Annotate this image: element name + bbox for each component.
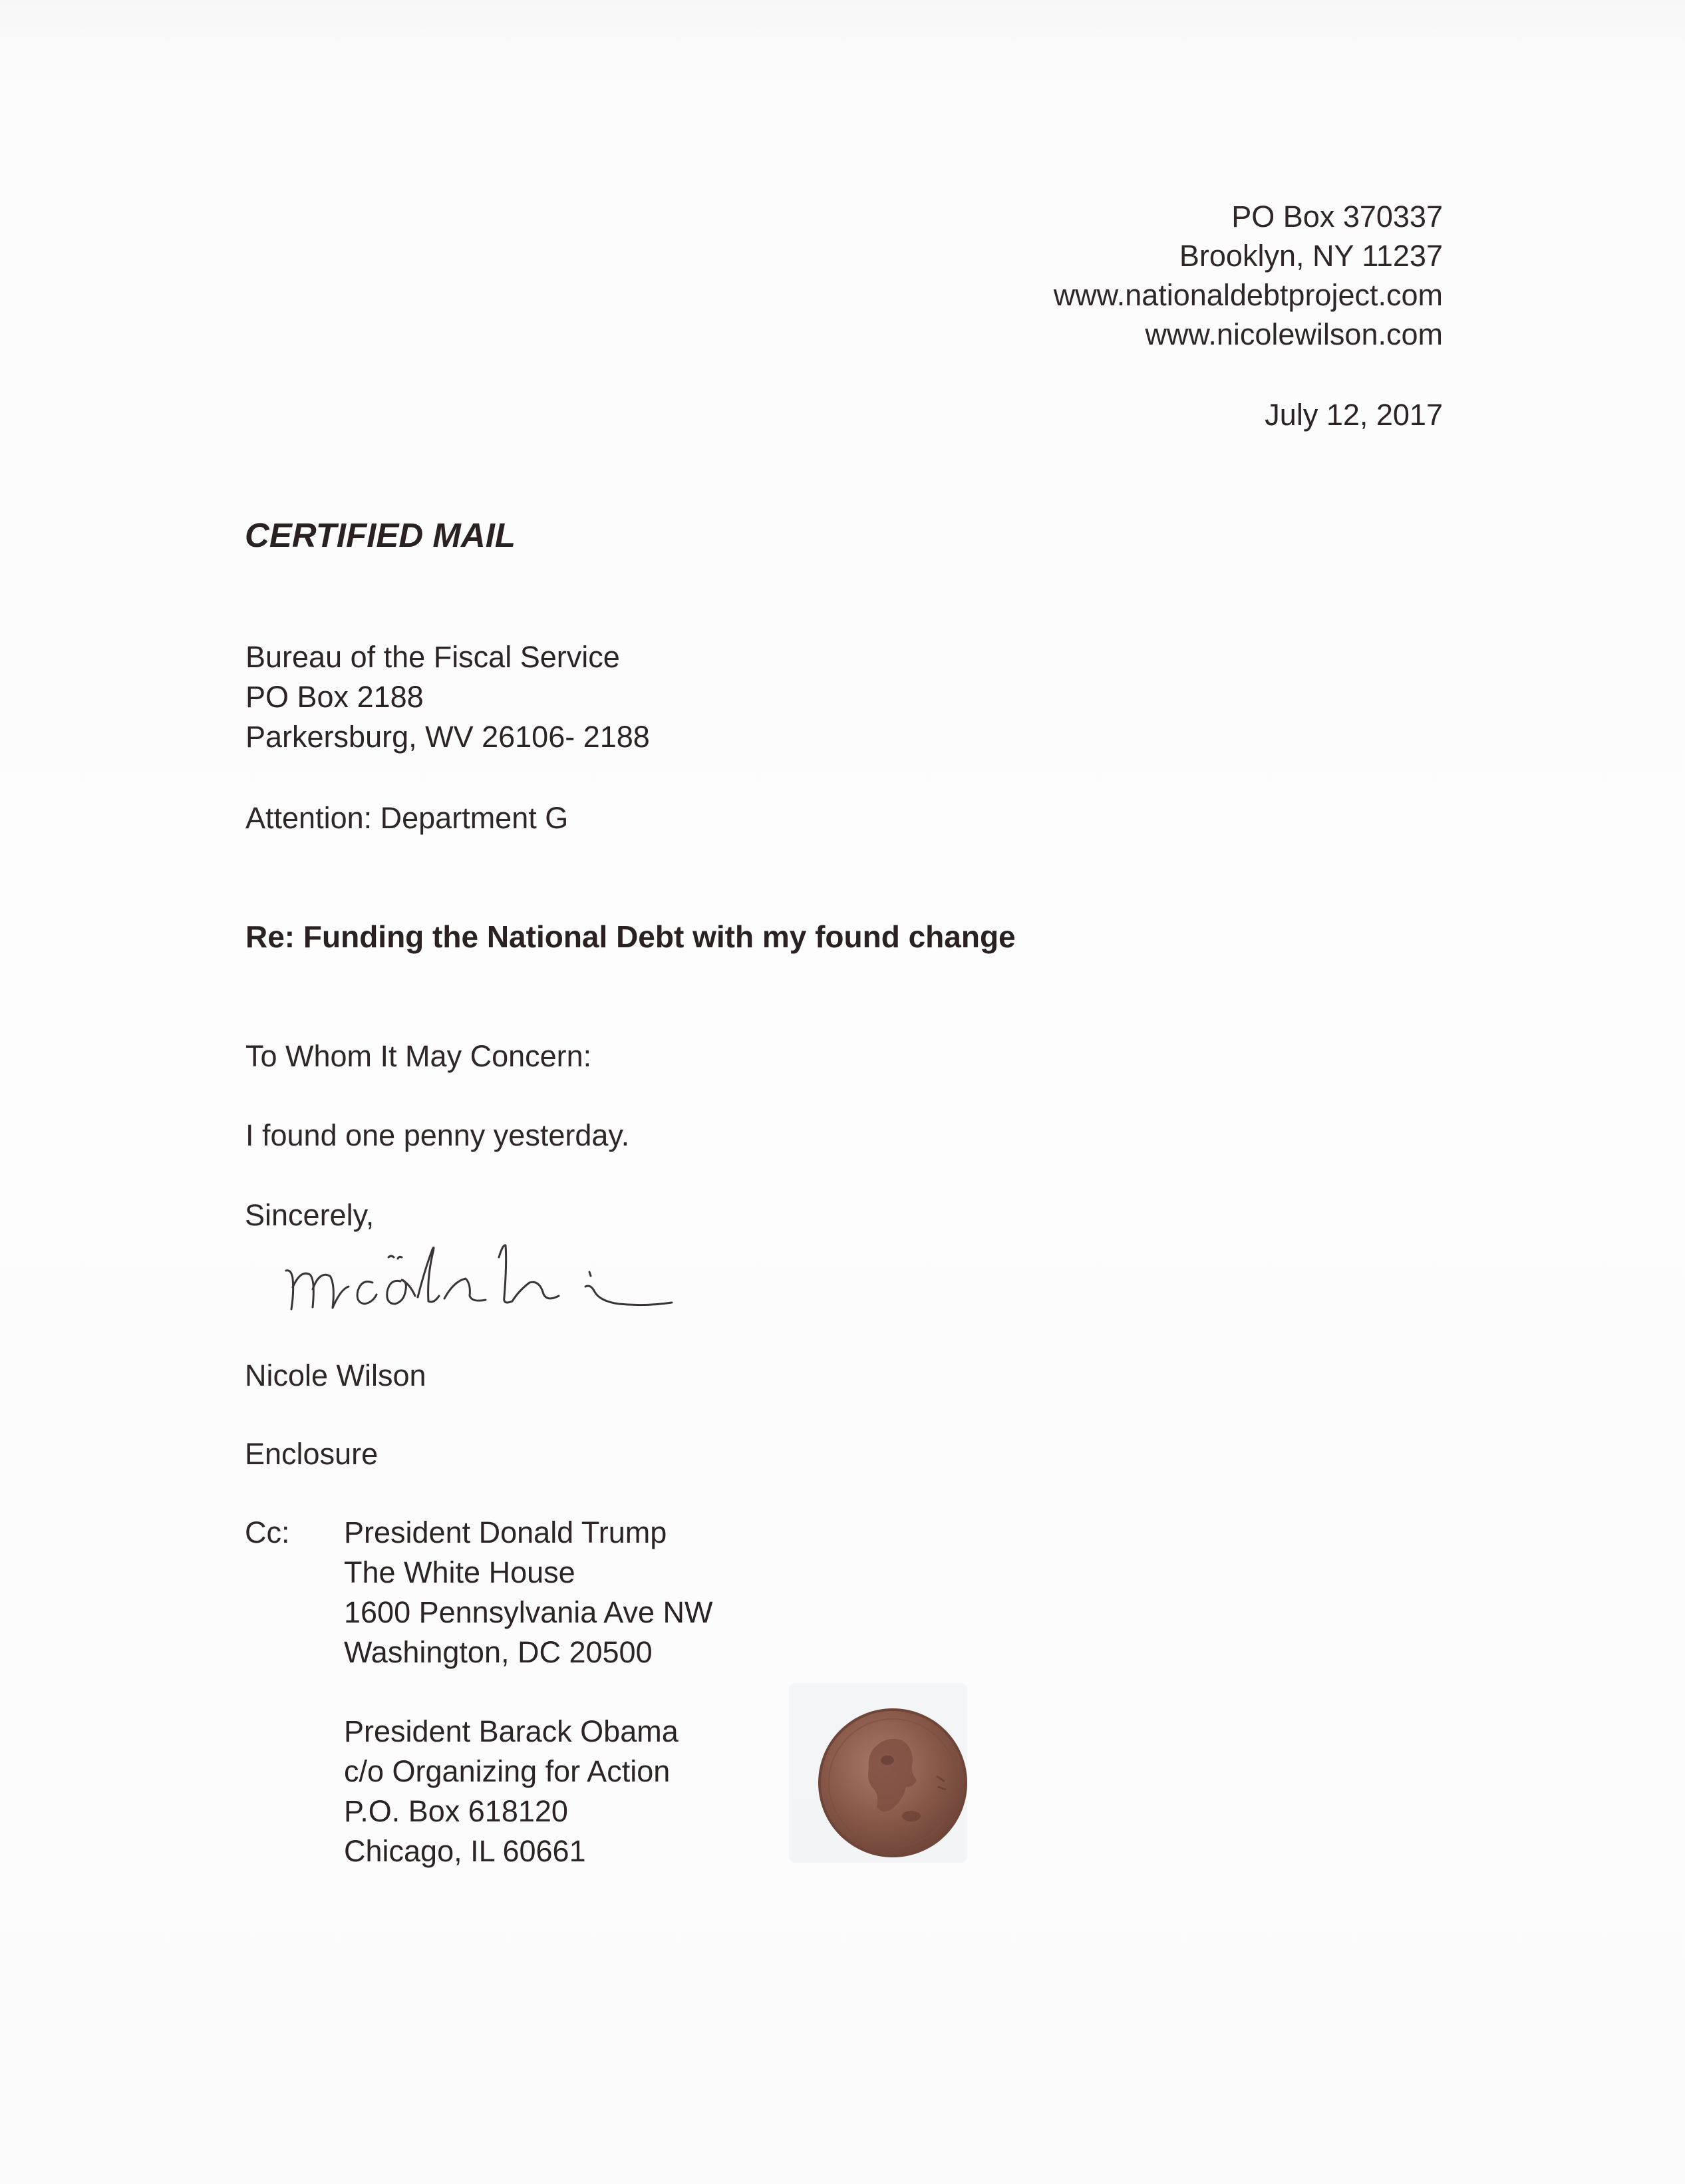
recipient-line-1: Bureau of the Fiscal Service [245,640,620,674]
letter-body: I found one penny yesterday. [245,1118,630,1152]
cc-recipient-1 [344,1513,713,1672]
cc2-line-3: P.O. Box 618120 [344,1794,568,1828]
attention-line: Attention: Department G [245,801,569,835]
cc2-line-2: c/o Organizing for Action [344,1754,671,1788]
closing: Sincerely, [245,1198,375,1232]
mail-type-heading: CERTIFIED MAIL [245,516,516,554]
cc1-line-4: Washington, DC 20500 [344,1635,653,1669]
enclosure-note: Enclosure [245,1437,379,1471]
cc1-line-2: The White House [344,1555,575,1589]
sender-website-2: www.nicolewilson.com [1145,317,1443,351]
cc-recipient-2 [344,1712,679,1871]
cc2-line-4: Chicago, IL 60661 [344,1834,586,1868]
cc2-line-1: President Barack Obama [344,1714,679,1748]
cc1-line-3: 1600 Pennsylvania Ave NW [344,1595,713,1629]
signer-name: Nicole Wilson [245,1358,426,1392]
sender-website-1: www.nationaldebtproject.com [1053,278,1443,312]
salutation: To Whom It May Concern: [245,1039,592,1073]
handwritten-signature [273,1217,698,1330]
recipient-line-2: PO Box 2188 [245,680,424,714]
letter-date: July 12, 2017 [1265,398,1443,432]
subject-line: Re: Funding the National Debt with my found change [245,919,1016,954]
penny-coin-icon [813,1703,973,1863]
sender-po-box: PO Box 370337 [1231,200,1443,234]
recipient-line-3: Parkersburg, WV 26106- 2188 [245,720,650,754]
sender-address [1054,197,1443,354]
recipient-address [245,637,650,757]
sender-city-state-zip: Brooklyn, NY 11237 [1179,239,1443,273]
cc1-line-1: President Donald Trump [344,1515,667,1549]
cc-label: Cc: [245,1515,290,1549]
